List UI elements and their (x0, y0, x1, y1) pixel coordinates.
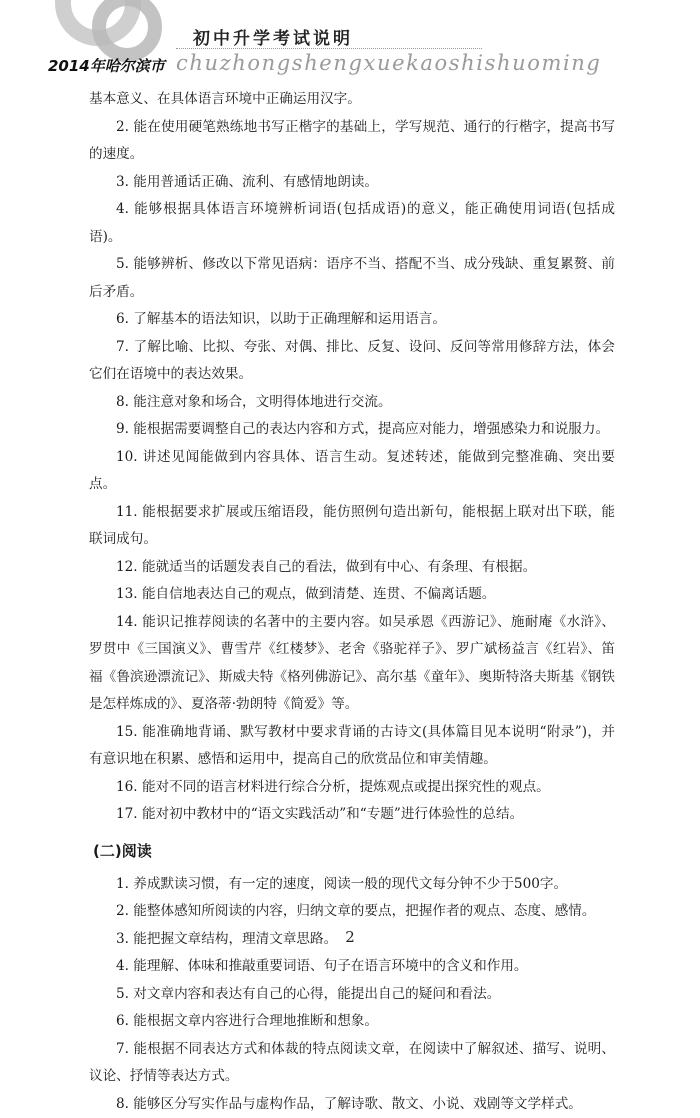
header-title: 初中升学考试说明 (193, 24, 353, 49)
list-item: 2. 能在使用硬笔熟练地书写正楷字的基础上，学写规范、通行的行楷字，提高书写的速度。 (89, 114, 615, 169)
list-item: 6. 能根据文章内容进行合理地推断和想象。 (89, 1008, 615, 1036)
list-item: 7. 了解比喻、比拟、夸张、对偶、排比、反复、设问、反问等常用修辞方法，体会它们在语境中的表达效果。 (89, 334, 615, 389)
header-pinyin: chuzhongshengxuekaoshishuoming (176, 51, 601, 75)
continued-paragraph: 基本意义、在具体语言环境中正确运用汉字。 (89, 86, 615, 114)
list-item: 2. 能整体感知所阅读的内容，归纳文章的要点，把握作者的观点、态度、感情。 (89, 898, 615, 926)
list-item: 10. 讲述见闻能做到内容具体、语言生动。复述转述，能做到完整准确、突出要点。 (89, 444, 615, 499)
decorative-circle (92, 0, 162, 62)
page-body (89, 86, 615, 1118)
list-item: 8. 能注意对象和场合，文明得体地进行交流。 (89, 389, 615, 417)
list-item: 16. 能对不同的语言材料进行综合分析，提炼观点或提出探究性的观点。 (89, 774, 615, 802)
list-item: 3. 能用普通话正确、流利、有感情地朗读。 (89, 169, 615, 197)
list-item: 9. 能根据需要调整自己的表达内容和方式，提高应对能力，增强感染力和说服力。 (89, 416, 615, 444)
list-item: 17. 能对初中教材中的“语文实践活动”和“专题”进行体验性的总结。 (89, 801, 615, 829)
list-item: 3. 能把握文章结构，理清文章思路。 (89, 926, 615, 954)
list-item: 8. 能够区分写实作品与虚构作品，了解诗歌、散文、小说、戏剧等文学样式。 (89, 1091, 615, 1118)
section-heading-reading: (二)阅读 (93, 838, 615, 865)
list-item: 5. 对文章内容和表达有自己的心得，能提出自己的疑问和看法。 (89, 981, 615, 1009)
list-item: 13. 能自信地表达自己的观点，做到清楚、连贯、不偏离话题。 (89, 581, 615, 609)
header-divider (176, 48, 482, 49)
list-item: 7. 能根据不同表达方式和体裁的特点阅读文章，在阅读中了解叙述、描写、说明、议论、抒情等表达方式。 (89, 1036, 615, 1091)
list-item: 15. 能准确地背诵、默写教材中要求背诵的古诗文(具体篇目见本说明“附录”)，并有意识地在积累、感悟和运用中，提高自己的欣赏品位和审美情趣。 (89, 719, 615, 774)
list-item: 4. 能理解、体味和推敲重要词语、句子在语言环境中的含义和作用。 (89, 953, 615, 981)
list-item: 4. 能够根据具体语言环境辨析词语(包括成语)的意义，能正确使用词语(包括成语)。 (89, 196, 615, 251)
list-item: 12. 能就适当的话题发表自己的看法，做到有中心、有条理、有根据。 (89, 554, 615, 582)
list-item: 5. 能够辨析、修改以下常见语病：语序不当、搭配不当、成分残缺、重复累赘、前后矛盾。 (89, 251, 615, 306)
list-item: 14. 能识记推荐阅读的名著中的主要内容。如吴承恩《西游记》、施耐庵《水浒》、罗贯中《三国演义》、曹雪芹《红楼梦》、老舍《骆驼祥子》、罗广斌杨益言《红岩》、笛福《鲁滨逊漂流记》、斯威夫特《格列佛游记》、高尔基《童年》、奥斯特洛夫斯基《钢铁是怎样炼成的》、夏洛蒂·勃朗特《简爱》等。 (89, 609, 615, 719)
header-year-label: 2014年哈尔滨市 (48, 55, 165, 76)
list-item: 6. 了解基本的语法知识，以助于正确理解和运用语言。 (89, 306, 615, 334)
page-number: 2 (0, 928, 700, 946)
list-item: 11. 能根据要求扩展或压缩语段，能仿照例句造出新句，能根据上联对出下联，能联词成句。 (89, 499, 615, 554)
list-item: 1. 养成默读习惯，有一定的速度，阅读一般的现代文每分钟不少于500字。 (89, 871, 615, 899)
page-header (0, 0, 700, 88)
